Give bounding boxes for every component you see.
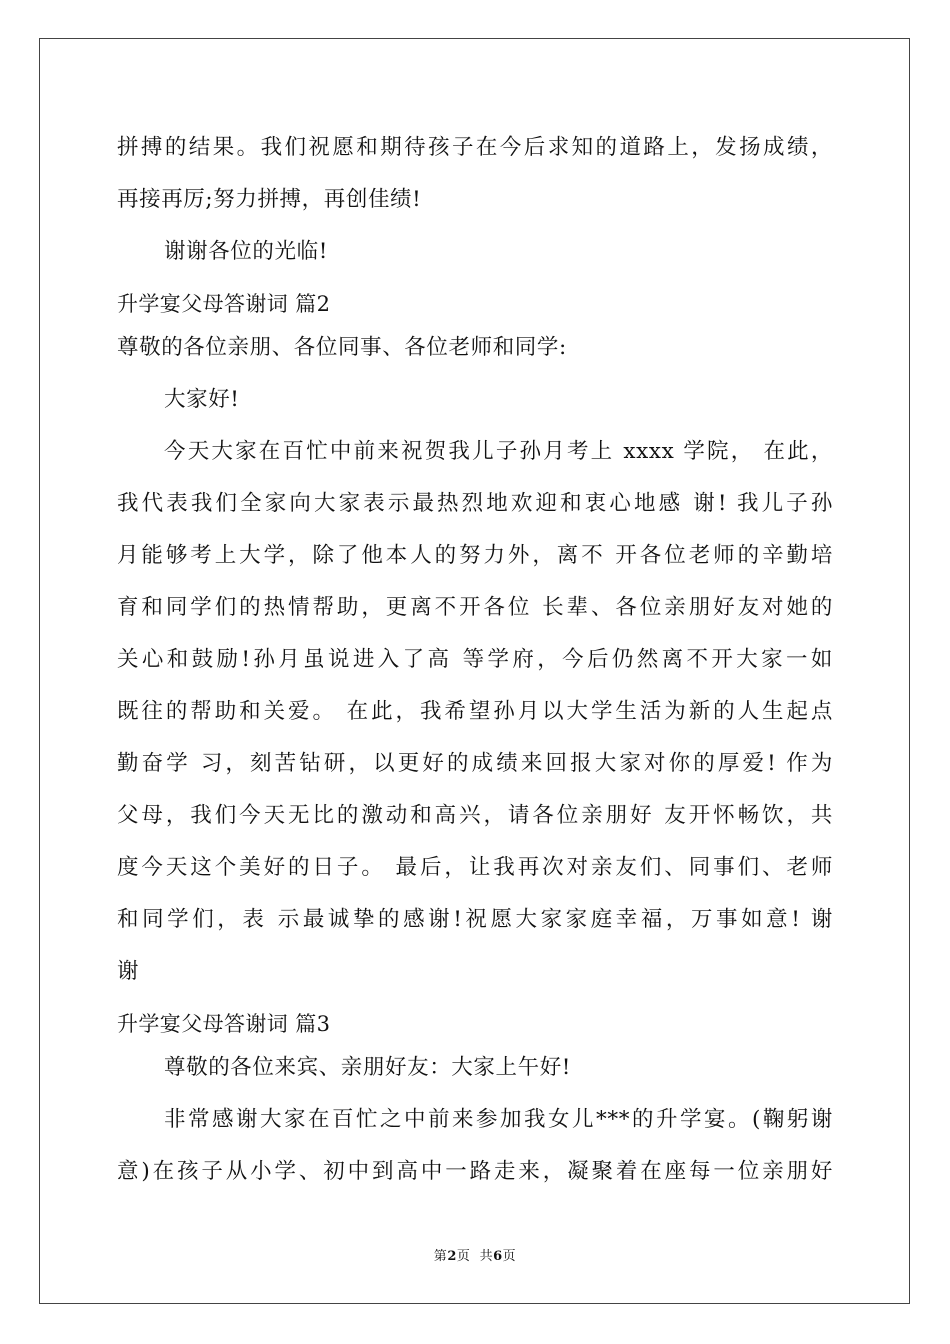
text-line: 意)在孩子从小学、初中到高中一路走来，凝聚着在座每一位亲朋好 [117, 1159, 833, 1184]
text-line: 谢谢各位的光临! [164, 239, 328, 264]
text-line: 大家好! [164, 387, 240, 412]
text-line: 和同学们，表 示最诚挚的感谢!祝愿大家家庭幸福，万事如意! 谢 [117, 907, 833, 932]
section-heading: 升学宴父母答谢词 篇3 [117, 1012, 331, 1036]
text-line: 我代表我们全家向大家表示最热烈地欢迎和衷心地感 谢! 我儿子孙 [117, 491, 833, 516]
text-line: 尊敬的各位来宾、亲朋好友：大家上午好! [164, 1055, 572, 1080]
text-line: 非常感谢大家在百忙之中前来参加我女儿***的升学宴。(鞠躬谢 [164, 1107, 833, 1132]
text-line: 勤奋学 习，刻苦钻研，以更好的成绩来回报大家对你的厚爱! 作为 [117, 751, 833, 776]
text-line: 育和同学们的热情帮助，更离不开各位 长辈、各位亲朋好友对她的 [117, 595, 833, 620]
text-line: 关心和鼓励!孙月虽说进入了高 等学府，今后仍然离不开大家一如 [117, 647, 833, 672]
text-line: 度今天这个美好的日子。 最后，让我再次对亲友们、同事们、老师 [117, 855, 833, 880]
text-line: 月能够考上大学，除了他本人的努力外，离不 开各位老师的辛勤培 [117, 543, 833, 568]
total-pages-number: 6 [493, 1249, 503, 1264]
current-page-number: 2 [447, 1249, 457, 1264]
text-line: 拼搏的结果。我们祝愿和期待孩子在今后求知的道路上，发扬成绩， [117, 135, 833, 160]
text-line: 谢 [117, 959, 140, 984]
text-line: 今天大家在百忙中前来祝贺我儿子孙月考上 xxxx 学院， 在此， [164, 439, 833, 464]
text-line: 父母，我们今天无比的激动和高兴，请各位亲朋好 友开怀畅饮，共 [117, 803, 833, 828]
text-line: 再接再厉;努力拼搏，再创佳绩! [117, 187, 422, 212]
footer-middle: 页 共 [456, 1249, 494, 1264]
text-line: 既往的帮助和关爱。 在此，我希望孙月以大学生活为新的人生起点 [117, 699, 833, 724]
section-heading: 升学宴父母答谢词 篇2 [117, 292, 331, 316]
footer-suffix: 页 [502, 1249, 517, 1264]
text-line: 尊敬的各位亲朋、各位同事、各位老师和同学: [117, 335, 567, 360]
page-footer [0, 1248, 950, 1266]
footer-prefix: 第 [433, 1249, 448, 1264]
